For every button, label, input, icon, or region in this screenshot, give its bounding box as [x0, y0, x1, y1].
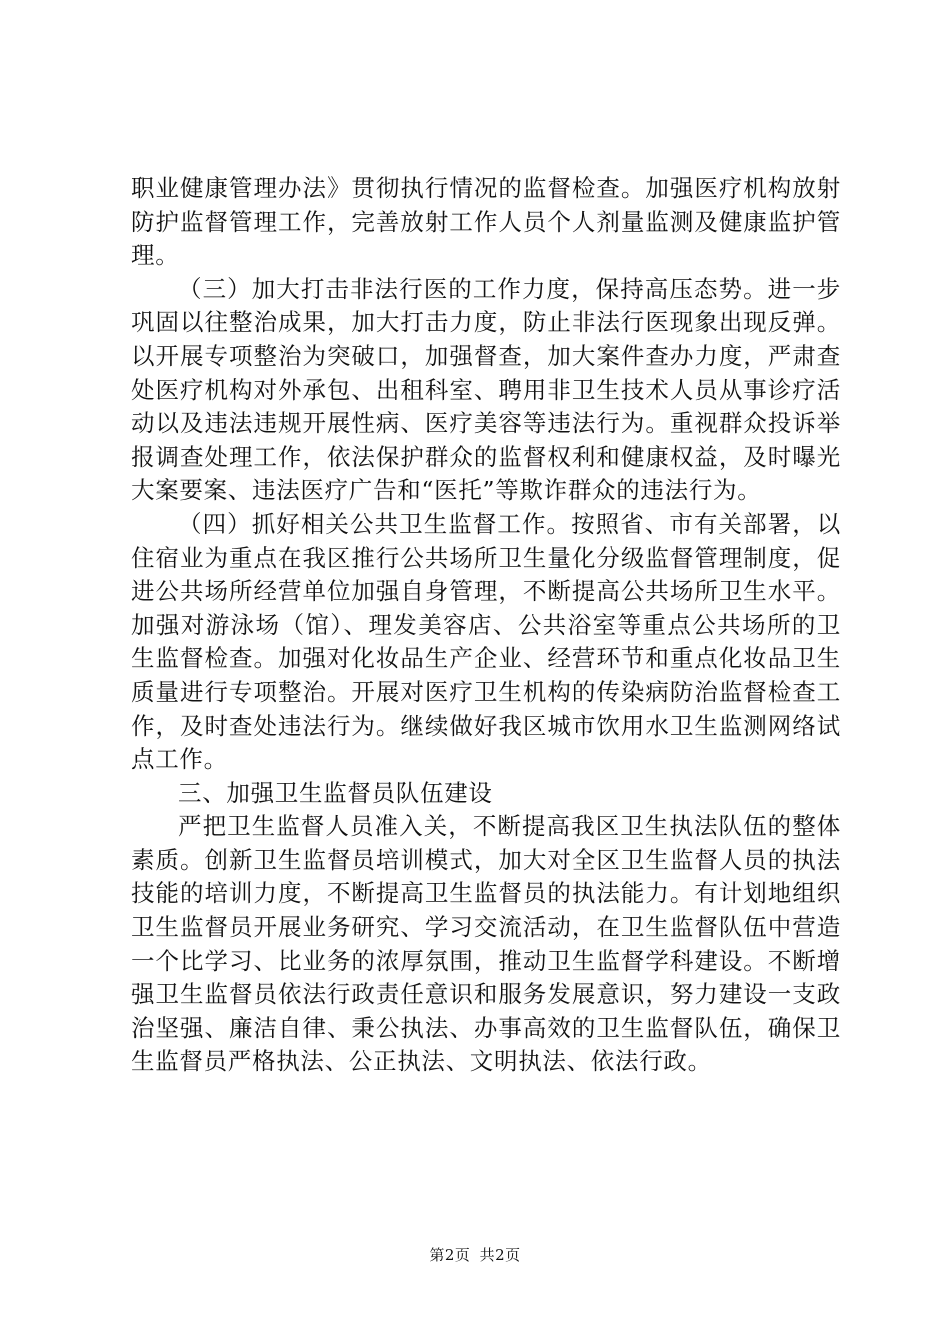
page-total: 共2页	[479, 1246, 521, 1264]
paragraph-section-four: （四）抓好相关公共卫生监督工作。按照省、市有关部署，以住宿业为重点在我区推行公共场所卫生量化分级监督管理制度，促进公共场所经营单位加强自身管理，不断提高公共场所卫生水平。加强对游泳场（馆）、理发美容店、公共浴室等重点公共场所的卫生监督检查。加强对化妆品生产企业、经营环节和重点化妆品卫生质量进行专项整治。开展对医疗卫生机构的传染病防治监督检查工作，及时查处违法行为。继续做好我区城市饮用水卫生监测网络试点工作。	[131, 509, 841, 774]
section-heading: 三、加强卫生监督员队伍建设	[178, 778, 493, 807]
document-body	[131, 172, 841, 1079]
page-number: 第2页	[429, 1246, 471, 1264]
page-footer	[0, 1244, 950, 1265]
paragraph-continuation: 职业健康管理办法》贯彻执行情况的监督检查。加强医疗机构放射防护监督管理工作，完善放射工作人员个人剂量监测及健康监护管理。	[131, 174, 841, 270]
paragraph-team-building: 严把卫生监督人员准入关，不断提高我区卫生执法队伍的整体素质。创新卫生监督员培训模式，加大对全区卫生监督人员的执法技能的培训力度，不断提高卫生监督员的执法能力。有计划地组织卫生监督员开展业务研究、学习交流活动，在卫生监督队伍中营造一个比学习、比业务的浓厚氛围，推动卫生监督学科建设。不断增强卫生监督员依法行政责任意识和服务发展意识，努力建设一支政治坚强、廉洁自律、秉公执法、办事高效的卫生监督队伍，确保卫生监督员严格执法、公正执法、文明执法、依法行政。	[131, 812, 841, 1076]
paragraph-section-three: （三）加大打击非法行医的工作力度，保持高压态势。进一步巩固以往整治成果，加大打击力度，防止非法行医现象出现反弹。以开展专项整治为突破口，加强督查，加大案件查办力度，严肃查处医疗机构对外承包、出租科室、聘用非卫生技术人员从事诊疗活动以及违法违规开展性病、医疗美容等违法行为。重视群众投诉举报调查处理工作，依法保护群众的监督权利和健康权益，及时曝光大案要案、违法医疗广告和“医托”等欺诈群众的违法行为。	[131, 274, 841, 505]
